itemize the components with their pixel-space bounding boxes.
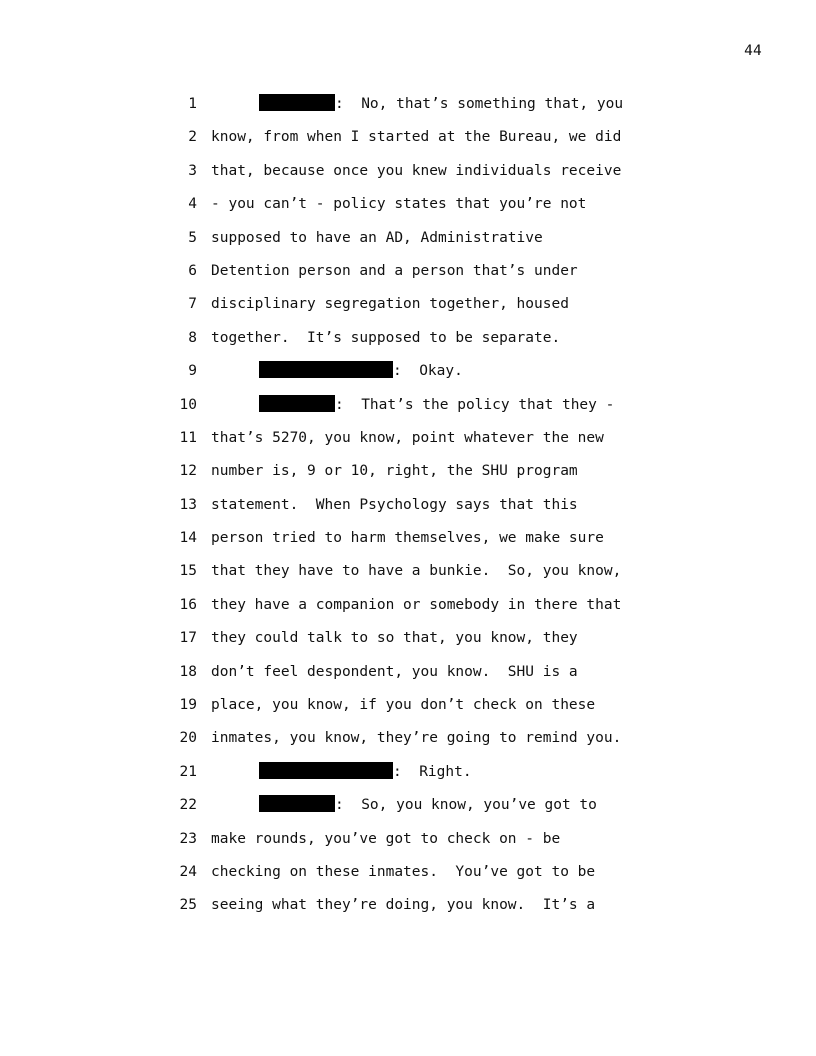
line-number: 25 (179, 897, 197, 914)
transcript-line (168, 859, 688, 892)
line-content (211, 225, 543, 251)
line-number: 24 (179, 863, 197, 880)
transcript-line (168, 458, 688, 491)
line-number: 8 (188, 329, 197, 346)
line-number: 17 (179, 630, 197, 647)
page-number: 44 (744, 43, 762, 59)
transcript-line (168, 191, 688, 224)
line-content (211, 525, 604, 551)
line-number: 12 (179, 463, 197, 480)
transcript-line (168, 792, 688, 825)
line-text: disciplinary segregation together, housed (211, 296, 569, 313)
transcript-line (168, 291, 688, 324)
line-text: that, because once you knew individuals receive (211, 162, 622, 179)
line-content (211, 892, 595, 918)
line-content (211, 692, 595, 718)
line-text: place, you know, if you don’t check on these (211, 697, 596, 714)
transcript-line (168, 558, 688, 591)
transcript-line (168, 759, 688, 792)
line-content (211, 425, 604, 451)
line-number: 23 (179, 830, 197, 847)
line-content (259, 358, 463, 384)
line-content (211, 158, 621, 184)
redaction-box (259, 94, 335, 111)
line-text: inmates, you know, they’re going to remind you. (211, 730, 622, 747)
line-text: person tried to harm themselves, we make sure (211, 530, 604, 547)
line-number: 19 (179, 697, 197, 714)
line-number: 5 (188, 229, 197, 246)
line-content (259, 91, 623, 117)
transcript-line (168, 892, 688, 925)
line-number: 2 (188, 129, 197, 146)
speaker-text: : That’s the policy that they - (335, 396, 615, 413)
line-text: together. It’s supposed to be separate. (211, 329, 561, 346)
transcript-line (168, 725, 688, 758)
transcript-line (168, 659, 688, 692)
line-text: that’s 5270, you know, point whatever the new (211, 429, 604, 446)
line-text: checking on these inmates. You’ve got to be (211, 863, 596, 880)
line-content (211, 291, 569, 317)
line-content (211, 592, 621, 618)
transcript-line (168, 425, 688, 458)
line-content (259, 792, 597, 818)
transcript-line (168, 492, 688, 525)
line-text: they have a companion or somebody in there that (211, 596, 622, 613)
line-number: 10 (179, 396, 197, 413)
transcript-body (168, 91, 688, 926)
line-content (211, 659, 578, 685)
transcript-line (168, 225, 688, 258)
transcript-line (168, 826, 688, 859)
line-content (211, 325, 560, 351)
line-content (259, 759, 472, 785)
transcript-line (168, 325, 688, 358)
transcript-line (168, 692, 688, 725)
transcript-line (168, 525, 688, 558)
transcript-line (168, 358, 688, 391)
line-number: 11 (179, 429, 197, 446)
speaker-text: : No, that’s something that, you (335, 96, 624, 112)
line-text: Detention person and a person that’s under (211, 262, 578, 279)
transcript-line (168, 392, 688, 425)
redaction-box (259, 795, 335, 812)
speaker-text: : Okay. (393, 363, 463, 380)
line-content (211, 191, 586, 217)
line-number: 13 (179, 496, 197, 513)
transcript-line (168, 625, 688, 658)
line-text: number is, 9 or 10, right, the SHU program (211, 463, 578, 480)
transcript-line (168, 258, 688, 291)
transcript-line (168, 91, 688, 124)
line-number: 3 (188, 162, 197, 179)
transcript-line (168, 592, 688, 625)
line-text: don’t feel despondent, you know. SHU is a (211, 663, 578, 680)
line-text: seeing what they’re doing, you know. It’s a (211, 897, 596, 914)
line-content (211, 625, 578, 651)
line-text: statement. When Psychology says that this (211, 496, 578, 513)
line-text: they could talk to so that, you know, they (211, 630, 578, 647)
line-number: 14 (179, 530, 197, 547)
line-content (211, 458, 578, 484)
line-number: 21 (179, 763, 197, 780)
line-text: supposed to have an AD, Administrative (211, 229, 543, 246)
transcript-line (168, 124, 688, 157)
line-number: 15 (179, 563, 197, 580)
line-number: 6 (188, 262, 197, 279)
line-content (211, 725, 621, 751)
line-number: 9 (188, 363, 197, 380)
line-text: make rounds, you’ve got to check on - be (211, 830, 561, 847)
line-number: 7 (188, 296, 197, 313)
line-number: 20 (179, 730, 197, 747)
line-text: know, from when I started at the Bureau, we did (211, 129, 622, 146)
redaction-box (259, 762, 393, 779)
line-number: 4 (188, 196, 197, 213)
line-content (211, 258, 578, 284)
line-number: 18 (179, 663, 197, 680)
line-content (211, 492, 578, 518)
line-content (211, 859, 595, 885)
speaker-text: : So, you know, you’ve got to (335, 797, 597, 814)
line-content (211, 826, 560, 852)
line-content (211, 124, 621, 150)
redaction-box (259, 361, 393, 378)
line-number: 16 (179, 596, 197, 613)
line-text: - you can’t - policy states that you’re not (211, 196, 587, 213)
redaction-box (259, 395, 335, 412)
line-text: that they have to have a bunkie. So, you know, (211, 563, 622, 580)
line-number: 1 (188, 96, 197, 112)
line-number: 22 (179, 797, 197, 814)
line-content (259, 392, 614, 418)
transcript-line (168, 158, 688, 191)
line-content (211, 558, 621, 584)
speaker-text: : Right. (393, 763, 472, 780)
